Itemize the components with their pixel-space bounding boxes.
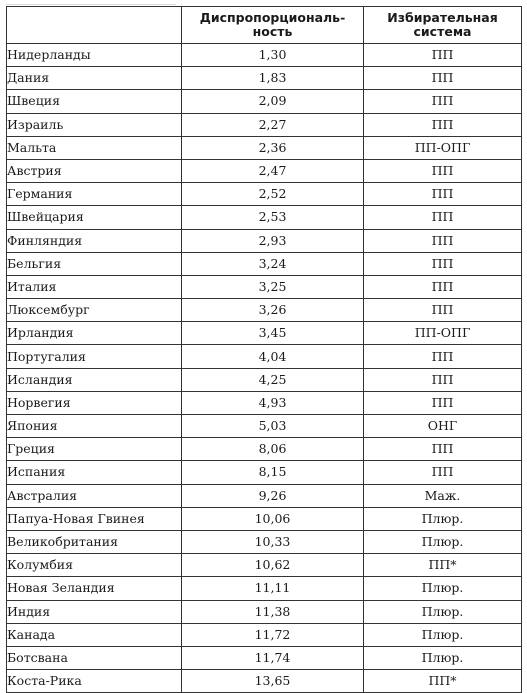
- country-cell: Греция: [7, 438, 182, 461]
- table-row: [7, 252, 522, 275]
- electoral-system-cell: Маж.: [364, 484, 522, 507]
- table-body: [7, 44, 522, 693]
- header-disproportionality-line-1: Диспропорциональ-: [199, 10, 346, 25]
- table-row: [7, 275, 522, 298]
- country-cell: Ирландия: [7, 322, 182, 345]
- electoral-system-cell: ПП: [364, 183, 522, 206]
- disproportionality-cell: 9,26: [182, 484, 364, 507]
- electoral-system-cell: ПП: [364, 275, 522, 298]
- electoral-system-cell: Плюр.: [364, 600, 522, 623]
- table-row: [7, 391, 522, 414]
- table-row: [7, 345, 522, 368]
- table-row: [7, 90, 522, 113]
- electoral-system-cell: ПП: [364, 44, 522, 67]
- electoral-system-cell: ПП: [364, 252, 522, 275]
- electoral-system-cell: ПП: [364, 159, 522, 182]
- country-cell: Италия: [7, 275, 182, 298]
- country-cell: Колумбия: [7, 554, 182, 577]
- disproportionality-table: [6, 6, 522, 693]
- country-cell: Дания: [7, 67, 182, 90]
- header-disproportionality: [182, 7, 364, 44]
- table-row: [7, 646, 522, 669]
- table-row: [7, 670, 522, 693]
- disproportionality-cell: 4,93: [182, 391, 364, 414]
- table-row: [7, 229, 522, 252]
- country-cell: Австралия: [7, 484, 182, 507]
- cropped-text-remnant: [6, 0, 176, 5]
- disproportionality-cell: 8,06: [182, 438, 364, 461]
- country-cell: Япония: [7, 415, 182, 438]
- header-row: [7, 7, 522, 44]
- country-cell: Канада: [7, 623, 182, 646]
- country-cell: Великобритания: [7, 530, 182, 553]
- country-cell: Бельгия: [7, 252, 182, 275]
- table-row: [7, 438, 522, 461]
- electoral-system-cell: ПП: [364, 391, 522, 414]
- table-row: [7, 44, 522, 67]
- country-cell: Коста-Рика: [7, 670, 182, 693]
- country-cell: Мальта: [7, 136, 182, 159]
- table-row: [7, 577, 522, 600]
- country-cell: Австрия: [7, 159, 182, 182]
- disproportionality-cell: 2,93: [182, 229, 364, 252]
- table-row: [7, 299, 522, 322]
- electoral-system-cell: ПП-ОПГ: [364, 322, 522, 345]
- disproportionality-cell: 10,62: [182, 554, 364, 577]
- table-row: [7, 322, 522, 345]
- table-row: [7, 183, 522, 206]
- table-row: [7, 206, 522, 229]
- electoral-system-cell: ПП: [364, 90, 522, 113]
- disproportionality-cell: 1,83: [182, 67, 364, 90]
- disproportionality-cell: 4,04: [182, 345, 364, 368]
- electoral-system-cell: Плюр.: [364, 646, 522, 669]
- table-header: [7, 7, 522, 44]
- country-cell: Люксембург: [7, 299, 182, 322]
- disproportionality-cell: 2,47: [182, 159, 364, 182]
- disproportionality-cell: 4,25: [182, 368, 364, 391]
- electoral-system-cell: ПП: [364, 299, 522, 322]
- table-row: [7, 461, 522, 484]
- disproportionality-cell: 8,15: [182, 461, 364, 484]
- header-electoral-system-line-2: система: [413, 24, 472, 39]
- electoral-system-cell: Плюр.: [364, 530, 522, 553]
- electoral-system-cell: ПП: [364, 345, 522, 368]
- disproportionality-cell: 10,06: [182, 507, 364, 530]
- header-disproportionality-line-2: ность: [252, 24, 293, 39]
- electoral-system-cell: ПП*: [364, 670, 522, 693]
- electoral-system-cell: ПП: [364, 229, 522, 252]
- header-electoral-system: [364, 7, 522, 44]
- table-row: [7, 484, 522, 507]
- table-row: [7, 113, 522, 136]
- table-row: [7, 67, 522, 90]
- disproportionality-cell: 11,11: [182, 577, 364, 600]
- country-cell: Швейцария: [7, 206, 182, 229]
- electoral-system-cell: ПП-ОПГ: [364, 136, 522, 159]
- disproportionality-cell: 2,52: [182, 183, 364, 206]
- disproportionality-cell: 2,36: [182, 136, 364, 159]
- disproportionality-cell: 3,26: [182, 299, 364, 322]
- disproportionality-cell: 2,09: [182, 90, 364, 113]
- disproportionality-cell: 11,72: [182, 623, 364, 646]
- table-row: [7, 368, 522, 391]
- table-row: [7, 136, 522, 159]
- table-row: [7, 600, 522, 623]
- disproportionality-cell: 5,03: [182, 415, 364, 438]
- country-cell: Германия: [7, 183, 182, 206]
- electoral-system-cell: ПП: [364, 461, 522, 484]
- electoral-system-cell: ПП: [364, 206, 522, 229]
- country-cell: Португалия: [7, 345, 182, 368]
- country-cell: Нидерланды: [7, 44, 182, 67]
- disproportionality-cell: 11,38: [182, 600, 364, 623]
- disproportionality-cell: 1,30: [182, 44, 364, 67]
- disproportionality-cell: 3,25: [182, 275, 364, 298]
- electoral-system-cell: ПП: [364, 113, 522, 136]
- electoral-system-cell: ОНГ: [364, 415, 522, 438]
- electoral-system-cell: Плюр.: [364, 623, 522, 646]
- disproportionality-cell: 2,53: [182, 206, 364, 229]
- table-row: [7, 554, 522, 577]
- electoral-system-cell: Плюр.: [364, 507, 522, 530]
- table-row: [7, 530, 522, 553]
- electoral-system-cell: ПП*: [364, 554, 522, 577]
- country-cell: Новая Зеландия: [7, 577, 182, 600]
- country-cell: Индия: [7, 600, 182, 623]
- header-electoral-system-line-1: Избирательная: [387, 10, 498, 25]
- country-cell: Ботсвана: [7, 646, 182, 669]
- electoral-system-cell: ПП: [364, 368, 522, 391]
- table-row: [7, 623, 522, 646]
- disproportionality-cell: 11,74: [182, 646, 364, 669]
- table-row: [7, 415, 522, 438]
- electoral-system-cell: ПП: [364, 67, 522, 90]
- country-cell: Швеция: [7, 90, 182, 113]
- country-cell: Исландия: [7, 368, 182, 391]
- disproportionality-cell: 3,24: [182, 252, 364, 275]
- electoral-system-cell: Плюр.: [364, 577, 522, 600]
- country-cell: Израиль: [7, 113, 182, 136]
- disproportionality-cell: 3,45: [182, 322, 364, 345]
- disproportionality-cell: 13,65: [182, 670, 364, 693]
- electoral-system-cell: ПП: [364, 438, 522, 461]
- country-cell: Норвегия: [7, 391, 182, 414]
- table-row: [7, 159, 522, 182]
- country-cell: Финляндия: [7, 229, 182, 252]
- disproportionality-cell: 10,33: [182, 530, 364, 553]
- country-cell: Испания: [7, 461, 182, 484]
- table-row: [7, 507, 522, 530]
- country-cell: Папуа-Новая Гвинея: [7, 507, 182, 530]
- disproportionality-cell: 2,27: [182, 113, 364, 136]
- header-country: [7, 7, 182, 44]
